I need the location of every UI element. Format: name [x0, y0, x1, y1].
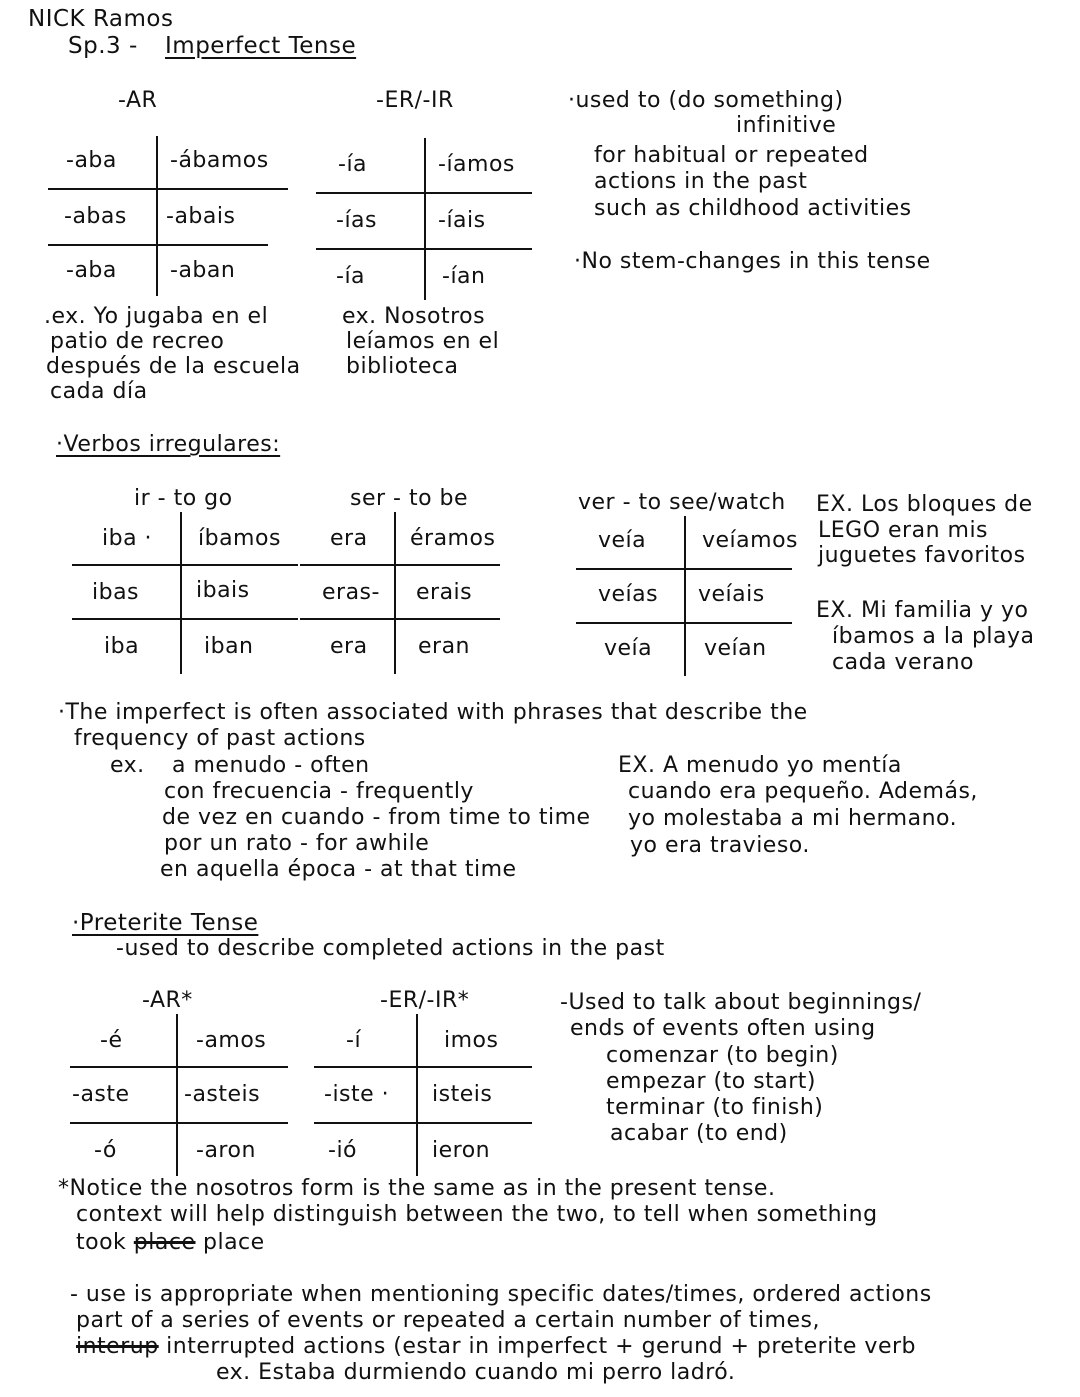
notice-line-2: context will help distinguish between the two, to tell when something — [76, 1202, 878, 1227]
imperfect-ar-example-4: cada día — [50, 379, 148, 404]
imperfect-note-2: infinitive — [736, 113, 837, 138]
frequency-intro-1: ·The imperfect is often associated with phrases that describe the — [58, 700, 808, 725]
table-cell: veía — [598, 528, 647, 553]
table-cell: -abais — [166, 204, 236, 229]
preterite-note-1: -Used to talk about beginnings/ — [560, 990, 922, 1015]
table-cell: iba — [104, 634, 140, 659]
table-cell: ibais — [196, 578, 250, 603]
irregular-example-3: juguetes favoritos — [818, 543, 1026, 568]
imperfect-note-1: ·used to (do something) — [568, 88, 844, 113]
frequency-example-2: cuando era pequeño. Además, — [628, 779, 978, 804]
table-cell: -aban — [170, 258, 236, 283]
table-cell: -é — [100, 1028, 123, 1053]
use-line-2: part of a series of events or repeated a certain number of times, — [76, 1308, 820, 1333]
imperfect-ar-example-1: .ex. Yo jugaba en el — [44, 304, 269, 329]
table-cell: isteis — [432, 1082, 493, 1107]
table-cell: -iste · — [324, 1082, 390, 1107]
preterite-er-ir-table — [314, 1014, 532, 1176]
imperfect-ar-heading: -AR — [118, 88, 158, 113]
table-cell: -aba — [66, 258, 117, 283]
table-cell: -ábamos — [170, 148, 269, 173]
table-cell: iba · — [102, 526, 153, 551]
table-cell: eras- — [322, 580, 380, 605]
imperfect-er-ir-table — [316, 138, 532, 300]
page-title: Imperfect Tense — [165, 33, 357, 59]
table-cell: -ía — [336, 264, 366, 289]
ver-table — [576, 516, 799, 676]
irregular-example-1: EX. Los bloques de — [816, 492, 1033, 517]
frequency-example-3: yo molestaba a mi hermano. — [628, 806, 958, 831]
imperfect-er-ir-example-3: biblioteca — [346, 354, 459, 379]
preterite-note-6: acabar (to end) — [610, 1121, 788, 1146]
table-cell: veías — [598, 582, 659, 607]
frequency-phrase: de vez en cuando - from time to time — [162, 805, 591, 830]
irregular-example-2: LEGO eran mis — [818, 518, 989, 543]
table-cell: -aste — [72, 1082, 130, 1107]
preterite-ar-heading: -AR* — [142, 988, 193, 1013]
frequency-example-4: yo era travieso. — [630, 833, 810, 858]
table-cell: -asteis — [184, 1082, 261, 1107]
preterite-note-2: ends of events often using — [570, 1016, 876, 1041]
use-line-3 — [76, 1334, 916, 1360]
preterite-ar-table — [70, 1014, 288, 1176]
frequency-example-1: EX. A menudo yo mentía — [618, 753, 902, 778]
preterite-subheading: -used to describe completed actions in the past — [116, 936, 665, 961]
imperfect-er-ir-example-2: leíamos en el — [346, 329, 500, 354]
frequency-phrase: por un rato - for awhile — [164, 831, 430, 856]
frequency-intro-2: frequency of past actions — [74, 726, 366, 751]
ir-table — [72, 512, 298, 674]
table-cell: -ías — [336, 208, 377, 233]
imperfect-er-ir-example-1: ex. Nosotros — [342, 304, 486, 329]
table-cell: -í — [346, 1028, 362, 1053]
table-cell: eran — [418, 634, 471, 659]
use-line-1: - use is appropriate when mentioning specific dates/times, ordered actions — [70, 1282, 932, 1307]
imperfect-ar-example-3: después de la escuela — [46, 354, 301, 379]
table-cell: ibas — [92, 580, 140, 605]
imperfect-ar-example-2: patio de recreo — [50, 329, 225, 354]
table-cell: era — [330, 526, 368, 551]
ir-title: ir - to go — [134, 486, 233, 511]
use-example: ex. Estaba durmiendo cuando mi perro ladró. — [216, 1360, 736, 1385]
frequency-phrase: en aquella época - at that time — [160, 857, 517, 882]
table-cell: -íais — [438, 208, 486, 233]
table-cell: -ía — [338, 152, 368, 177]
imperfect-note-6: ·No stem-changes in this tense — [574, 249, 931, 274]
notice-line-3 — [76, 1230, 265, 1256]
preterite-er-ir-heading: -ER/-IR* — [380, 988, 470, 1013]
preterite-note-5: terminar (to finish) — [606, 1095, 824, 1120]
preterite-heading: ·Preterite Tense — [72, 910, 259, 936]
ver-title: ver - to see/watch — [578, 490, 786, 515]
preterite-note-3: comenzar (to begin) — [606, 1043, 839, 1068]
table-cell: -aba — [66, 148, 117, 173]
table-cell: veíamos — [702, 528, 799, 553]
frequency-phrase: con frecuencia - frequently — [164, 779, 474, 804]
table-cell: éramos — [410, 526, 496, 551]
table-cell: -aron — [196, 1138, 256, 1163]
table-cell: íbamos — [198, 526, 281, 551]
frequency-ex-label: ex. — [110, 753, 145, 778]
table-cell: erais — [416, 580, 473, 605]
table-cell: ieron — [432, 1138, 491, 1163]
irregular-example-5: íbamos a la playa — [832, 624, 1035, 649]
student-name: NICK Ramos — [28, 6, 174, 32]
imperfect-note-3: for habitual or repeated — [594, 143, 869, 168]
imperfect-note-4: actions in the past — [594, 169, 808, 194]
table-cell: imos — [444, 1028, 499, 1053]
ser-title: ser - to be — [350, 486, 469, 511]
imperfect-er-ir-heading: -ER/-IR — [376, 88, 454, 113]
notice-word: place — [203, 1230, 265, 1255]
notice-line-1: *Notice the nosotros form is the same as in the present tense. — [58, 1176, 776, 1201]
frequency-phrase: a menudo - often — [172, 753, 370, 778]
irregular-example-6: cada verano — [832, 650, 975, 675]
notice-word: took — [76, 1230, 127, 1255]
table-cell: veían — [704, 636, 767, 661]
preterite-note-4: empezar (to start) — [606, 1069, 817, 1094]
table-cell: iban — [204, 634, 254, 659]
table-cell: -amos — [196, 1028, 267, 1053]
table-cell: -ían — [442, 264, 486, 289]
course-label: Sp.3 - — [68, 33, 138, 59]
table-cell: veía — [604, 636, 653, 661]
table-cell: -ió — [328, 1138, 358, 1163]
imperfect-note-5: such as childhood activities — [594, 196, 912, 221]
table-cell: veíais — [698, 582, 765, 607]
table-cell: -íamos — [438, 152, 515, 177]
irregular-example-4: EX. Mi familia y yo — [816, 598, 1029, 623]
table-cell: era — [330, 634, 368, 659]
irregular-heading: ·Verbos irregulares: — [56, 432, 281, 457]
ser-table — [300, 512, 500, 674]
imperfect-ar-table — [48, 136, 288, 296]
crossed-out-word: place — [133, 1230, 196, 1255]
crossed-out-word: interup — [76, 1334, 159, 1359]
table-cell: -ó — [94, 1138, 117, 1163]
table-cell: -abas — [64, 204, 127, 229]
use-text: interrupted actions (estar in imperfect + gerund + preterite verb — [166, 1334, 916, 1359]
